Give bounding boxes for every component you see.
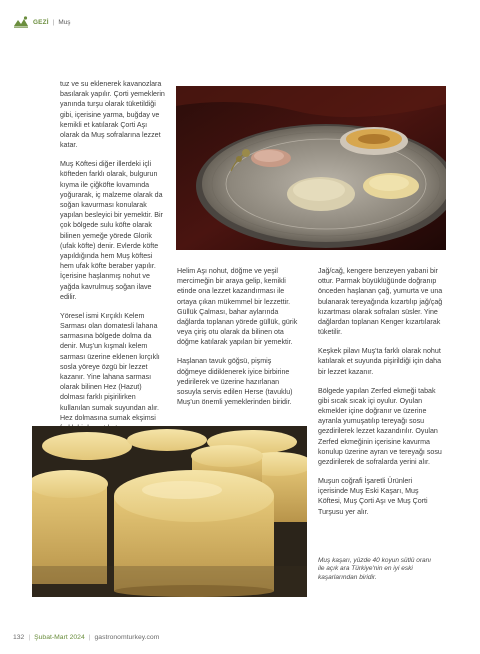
issue-date: Şubat-Mart 2024 (34, 634, 85, 641)
section-label: GEZİ (33, 18, 49, 26)
grain-tray-photo (176, 86, 446, 250)
paragraph: Haşlanan tavuk göğsü, pişmiş döğmeye didiklenerek iyice birbirine yedirilerek ve üzerine hazırlanan sosuyla servis edilen Herse (tavuklu) Muş'un önemli yemeklerinden biridir. (177, 357, 293, 407)
middle-column (177, 266, 298, 416)
paragraph: tuz ve su eklenerek kavanozlara basılarak yapılır. Çorti yemeklerin yanında turşu olarak tüketildiği gibi, içerisine yarma, buğday ve kemikli et katılarak Çorti Aşı olarak da Muş sofralarına lezzet katar. (60, 80, 165, 150)
paragraph: Keşkek pilavı Muş'ta farklı olarak nohut katılarak et suyunda pişirildiği için daha bir lezzet kazanır. (318, 347, 442, 376)
cheese-wheels-photo (32, 426, 307, 597)
footer-separator: | (88, 634, 91, 641)
paragraph: Yöresel ismi Kırçıklı Kelem Sarması olan domatesli lahana sarmasına bölgede dolma da denir. Muş'un kışmalı kelem sarması üzerine eklenen kırçıklı sosla yöreye özgü bir lezzet kazanır. Yine lahana sarması olarak bilinen Hez (Hazut) dolması farklı pişirilirken kullanılan sumak suyundan alır. Hez dolmasına sumak ekşimsi (60, 311, 160, 422)
page-footer (13, 634, 159, 641)
header-separator: | (52, 18, 55, 26)
paragraph: Bölgede yapılan Zerfed ekmeği tabak gibi sıcak sıcak içi oyulur. Oyulan ekmekler içine doğranır ve üzerine ayranla yumuşatılıp tereyağı sosu gezdirilerek lezzet kazandırılır. Oyulan Zerfed ekmeğinin içerisine kavurma konulup üzerine ayran ve tereyağı sosu gezdirilerek de sofralarda yerini alır. (318, 386, 442, 467)
right-column (318, 266, 443, 526)
travel-section-icon (13, 15, 29, 29)
website-link[interactable]: gastronomturkey.com (94, 634, 160, 641)
footer-separator: | (28, 634, 31, 641)
page-number: 132 (13, 634, 25, 641)
paragraph: Muşun coğrafi İşaretli Ürünleri içerisinde Muş Eski Kaşarı, Muş Köftesi, Muş Çorti Aşı ve Muş Çorti Turşusu yer alır. (318, 477, 428, 516)
location-label: Muş (58, 18, 71, 26)
paragraph: Helim Aşı nohut, döğme ve yeşil mercimeğin bir araya gelip, kemikli etinde ona lezzet kazandırması ile ortaya çıkan mükemmel bir lezzettir. Güllük Çalması, bahar aylarında dağlarda toplanan yörede güllük, gürik veya çiriş otu olarak da bilinen ota döğme katılarak yapılan bir yemektir. (177, 267, 298, 347)
paragraph: Jağ/cağ, kengere benzeyen yabani bir ottur. Parmak büyüklüğünde doğranıp önceden haşlanan çağ, yumurta ve una bulanarak tereyağında kızartılıp jağ/çağ kızartması olarak sofraları süsler. Yine dağlardan toplanan Kenger kızartılarak tüketilir. (318, 267, 443, 337)
page-header (13, 14, 70, 30)
photo-caption: Muş kaşarı, yüzde 40 koyun sütlü oranı ile açık ara Türkiye'nin en iyi eski kaşarlarından biridir. (318, 557, 432, 581)
left-column (60, 79, 166, 482)
paragraph: Muş Köftesi diğer illerdeki içli köfteden farklı olarak, bulgurun kıyma ile çiğköfte kıvamında yoğurarak, iç malzeme olarak da soğan kavurması konularak yapılan besleyici bir yemektir. Bir çok bölgede sulu köfte olarak bilinen yemeğe yörede Glorik (ufak köfte) denir. Evlerde köfte yapıldığında hem Muş köftesi hem ufak köfte beraber yapılır. İçerisine haşlanmış nohut ve yağda kavrulmuş soğan ilave edilir. (60, 160, 163, 301)
